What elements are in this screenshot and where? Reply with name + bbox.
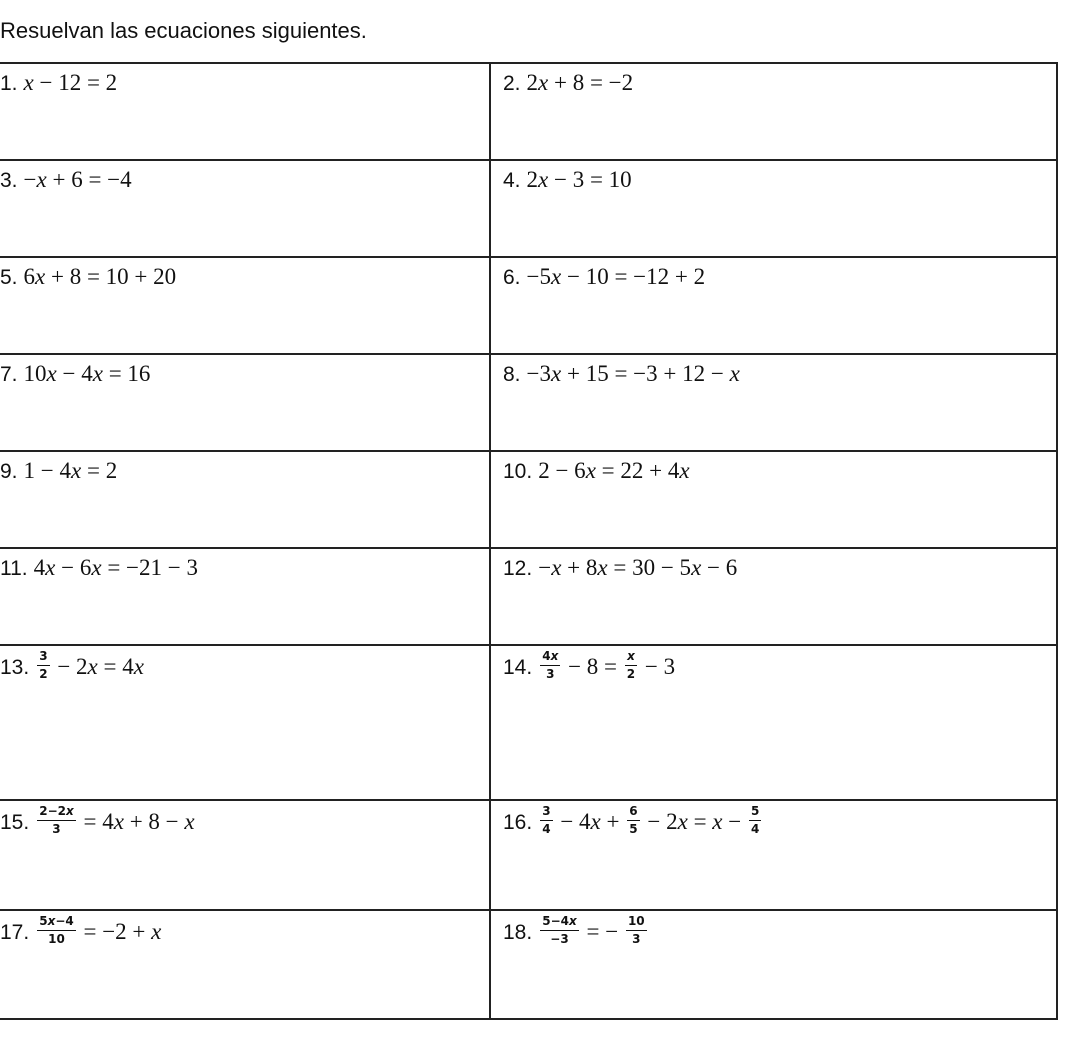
- problem-cell: [0, 160, 490, 257]
- equation: 10x − 4x = 16: [23, 361, 151, 386]
- denominator: −3: [550, 932, 569, 946]
- table-row: [0, 910, 1057, 1019]
- problem-cell: [490, 645, 1057, 800]
- variable: x: [538, 70, 549, 95]
- fraction: [540, 649, 560, 682]
- equation: $\frac{4x}{3}$ − 8 = $\frac{x}{2}$ − 3: [542, 649, 676, 681]
- numerator: 4x: [540, 649, 560, 666]
- numerator: 2−2x: [37, 804, 76, 821]
- equation: $\frac{2-2x}{3}$ = 4x + 8 − x: [39, 804, 195, 836]
- equation: $\frac{5x-4}{10}$ = −2 + x: [39, 914, 162, 946]
- numerator: 5: [749, 804, 761, 821]
- equation: $\frac{3}{4}$ − 4x + $\frac{6}{5}$ − 2x = x − $\frac{5}{4}$: [542, 804, 760, 836]
- variable: x: [551, 264, 562, 289]
- variable: x: [184, 808, 195, 834]
- problem-number: 15.: [0, 810, 30, 834]
- denominator: 4: [542, 822, 551, 836]
- problem-cell: [490, 800, 1057, 910]
- table-row: [0, 257, 1057, 354]
- table-row: [0, 63, 1057, 160]
- equation: −x + 8x = 30 − 5x − 6: [538, 555, 738, 580]
- variable: x: [36, 167, 47, 192]
- problem-number: 14.: [503, 655, 533, 679]
- variable: x: [46, 361, 57, 386]
- problem-cell: [0, 548, 490, 645]
- fraction: [540, 804, 552, 837]
- denominator: 10: [48, 932, 65, 946]
- equations-table: [0, 62, 1058, 1020]
- problem-number: 11.: [0, 557, 28, 580]
- numerator: x: [625, 649, 637, 666]
- variable: x: [729, 361, 740, 386]
- problem-cell: [490, 548, 1057, 645]
- variable: x: [585, 458, 596, 483]
- problem-number: 1.: [0, 72, 18, 95]
- problem-number: 18.: [503, 920, 533, 944]
- denominator: 3: [632, 932, 641, 946]
- equation: 6x + 8 = 10 + 20: [23, 264, 177, 289]
- table-row: [0, 800, 1057, 910]
- table-row: [0, 451, 1057, 548]
- table-row: [0, 160, 1057, 257]
- equation: −x + 6 = −4: [23, 167, 132, 192]
- problem-cell: [490, 63, 1057, 160]
- numerator: 3: [540, 804, 552, 821]
- problem-number: 9.: [0, 460, 18, 483]
- fraction: [625, 649, 637, 682]
- problem-number: 3.: [0, 169, 18, 192]
- variable: x: [677, 808, 688, 834]
- numerator: 10: [626, 914, 647, 931]
- problem-cell: [0, 63, 490, 160]
- variable: x: [590, 808, 601, 834]
- problem-cell: [490, 910, 1057, 1019]
- variable: x: [87, 653, 98, 679]
- problem-number: 8.: [503, 363, 521, 386]
- denominator: 3: [52, 822, 61, 836]
- problem-number: 6.: [503, 266, 521, 289]
- variable: x: [35, 264, 46, 289]
- problem-cell: [490, 160, 1057, 257]
- equation: x − 12 = 2: [23, 70, 118, 95]
- variable: x: [23, 70, 34, 95]
- equation: 4x − 6x = −21 − 3: [33, 555, 198, 580]
- problem-number: 10.: [503, 460, 533, 483]
- problem-number: 7.: [0, 363, 18, 386]
- variable: x: [71, 458, 82, 483]
- fraction: [627, 804, 639, 837]
- page-title: Resuelvan las ecuaciones siguientes.: [0, 18, 367, 43]
- variable: x: [597, 555, 608, 580]
- problem-cell: [0, 645, 490, 800]
- fraction: [37, 649, 49, 682]
- variable: x: [151, 918, 162, 944]
- variable: x: [551, 555, 562, 580]
- equation: $\frac{5-4x}{-3}$ = − $\frac{10}{3}$: [542, 914, 645, 946]
- variable: x: [113, 808, 124, 834]
- equation: 1 − 4x = 2: [23, 458, 118, 483]
- denominator: 2: [626, 667, 636, 681]
- variable: x: [538, 167, 549, 192]
- denominator: 4: [751, 822, 760, 836]
- problem-number: 12.: [503, 557, 533, 580]
- problem-number: 16.: [503, 810, 533, 834]
- fraction: [540, 914, 579, 947]
- variable: x: [45, 555, 56, 580]
- variable: x: [691, 555, 702, 580]
- problem-number: 17.: [0, 920, 30, 944]
- problem-cell: [490, 257, 1057, 354]
- numerator: 5x−4: [37, 914, 76, 931]
- problem-cell: [490, 451, 1057, 548]
- problem-cell: [0, 257, 490, 354]
- equation: −5x − 10 = −12 + 2: [526, 264, 706, 289]
- problem-cell: [0, 800, 490, 910]
- denominator: 2: [39, 667, 48, 681]
- fraction: [37, 914, 76, 947]
- equation: 2 − 6x = 22 + 4x: [538, 458, 690, 483]
- problem-number: 2.: [503, 72, 521, 95]
- problem-cell: [0, 354, 490, 451]
- fraction: [626, 914, 647, 947]
- fraction: [749, 804, 761, 837]
- problem-number: 13.: [0, 655, 30, 679]
- equation: $\frac{3}{2}$ − 2x = 4x: [39, 649, 144, 681]
- equation: −3x + 15 = −3 + 12 − x: [526, 361, 740, 386]
- variable: x: [91, 555, 102, 580]
- variable: x: [133, 653, 144, 679]
- problem-cell: [0, 910, 490, 1019]
- denominator: 5: [629, 822, 638, 836]
- numerator: 3: [37, 649, 49, 666]
- denominator: 3: [546, 667, 555, 681]
- numerator: 6: [627, 804, 639, 821]
- problem-cell: [490, 354, 1057, 451]
- fraction: [37, 804, 76, 837]
- numerator: 5−4x: [540, 914, 579, 931]
- table-row: [0, 548, 1057, 645]
- table-row: [0, 645, 1057, 800]
- problem-number: 4.: [503, 169, 521, 192]
- problem-cell: [0, 451, 490, 548]
- table-row: [0, 354, 1057, 451]
- equation: 2x + 8 = −2: [526, 70, 634, 95]
- problem-number: 5.: [0, 266, 18, 289]
- variable: x: [551, 361, 562, 386]
- variable: x: [712, 808, 723, 834]
- equation: 2x − 3 = 10: [526, 167, 632, 192]
- variable: x: [92, 361, 103, 386]
- variable: x: [679, 458, 690, 483]
